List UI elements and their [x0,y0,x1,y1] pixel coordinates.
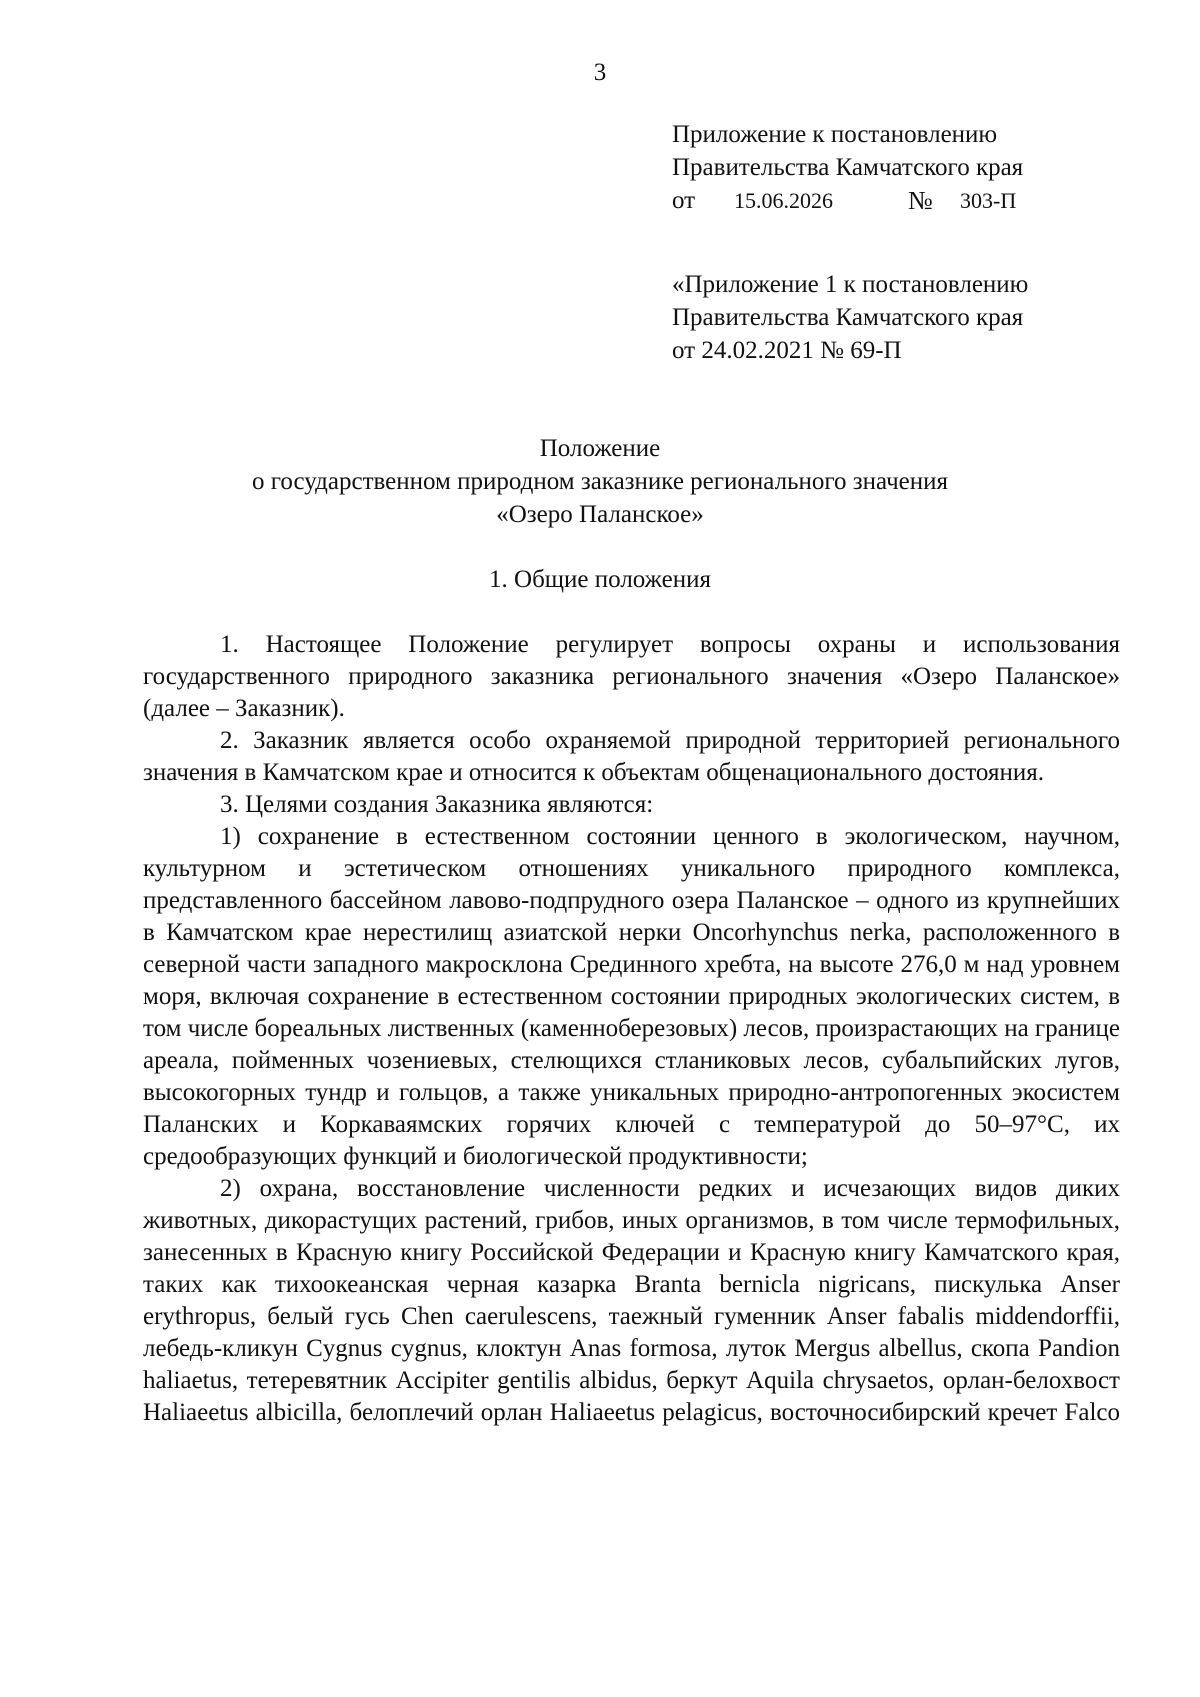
attachment-current-line1: Приложение к постановлению [672,121,998,148]
attachment-ot-label: от [672,187,696,214]
attachment-date: 15.06.2026 [734,188,833,213]
attachment-current-meta [672,184,1172,217]
attachment-current-block [672,118,1172,217]
attachment-number: 303-П [960,188,1017,213]
document-body [143,629,1120,1429]
attachment-original-line3: от 24.02.2021 № 69-П [672,337,902,364]
document-title [0,432,1200,531]
attachment-original-line1: «Приложение 1 к постановлению [672,271,1029,298]
title-line3: «Озеро Паланское» [496,501,704,528]
page-number: 3 [593,59,607,86]
title-line2: о государственном природном заказнике регионального значения [251,468,949,495]
paragraph-1: 1. Настоящее Положение регулирует вопросы охраны и использования государственного природного заказника регионального значения «Озеро Паланское» (далее – Заказник). [143,631,1120,722]
paragraph-item-2: 2) охрана, восстановление численности редких и исчезающих видов диких животных, дикорастущих растений, грибов, иных организмов, в том числе термофильных, занесенных в Красную книгу Российской Федерации и Красную книгу Камчатского края, таких как тихоокеанская черная казарка Branta bernicla nigricans, пискулька Anser erythropus, белый гусь Chen caerulescens, таежный гуменник Anser fabalis middendorffii, лебедь-кликун Cygnus cygnus, клоктун Anas formosa, луток Mergus albellus, скопа Pandion haliaetus, тетеревятник Accipiter gentilis albidus, беркут Aquila chrysaetos, орлан-белохвост Haliaeetus albicilla, белоплечий орлан Haliaeetus pelagicus, восточносибирский кречет Falco [143,1175,1120,1426]
attachment-number-sign: № [908,186,933,215]
paragraph-item-1: 1) сохранение в естественном состоянии ценного в экологическом, научном, культурном и эстетическом отношениях уникального природного комплекса, представленного бассейном лавово-подпрудного озера Паланское – одного из крупнейших в Камчатском крае нерестилищ азиатской нерки Oncorhynchus nerka, расположенного в северной части западного макросклона Срединного хребта, на высоте 276,0 м над уровнем моря, включая сохранение в естественном состоянии природных экологических систем, в том числе бореальных лиственных (каменноберезовых) лесов, произрастающих на границе ареала, пойменных чозениевых, стелющихся стланиковых лесов, субальпийских лугов, высокогорных тундр и гольцов, а также уникальных природно-антропогенных экосистем Паланских и Коркаваямских горячих ключей с температурой до 50–97°С, их средообразующих функций и биологической продуктивности; [143,823,1121,1170]
title-line1: Положение [539,435,661,462]
attachment-original-block [672,268,1172,367]
attachment-original-line2: Правительства Камчатского края [672,304,1024,331]
attachment-current-line2: Правительства Камчатского края [672,154,1024,181]
section-heading: 1. Общие положения [489,566,711,593]
paragraph-3: 3. Целями создания Заказника являются: [220,791,654,818]
paragraph-2: 2. Заказник является особо охраняемой природной территорией регионального значения в Камчатском крае и относится к объектам общенационального достояния. [143,727,1120,786]
